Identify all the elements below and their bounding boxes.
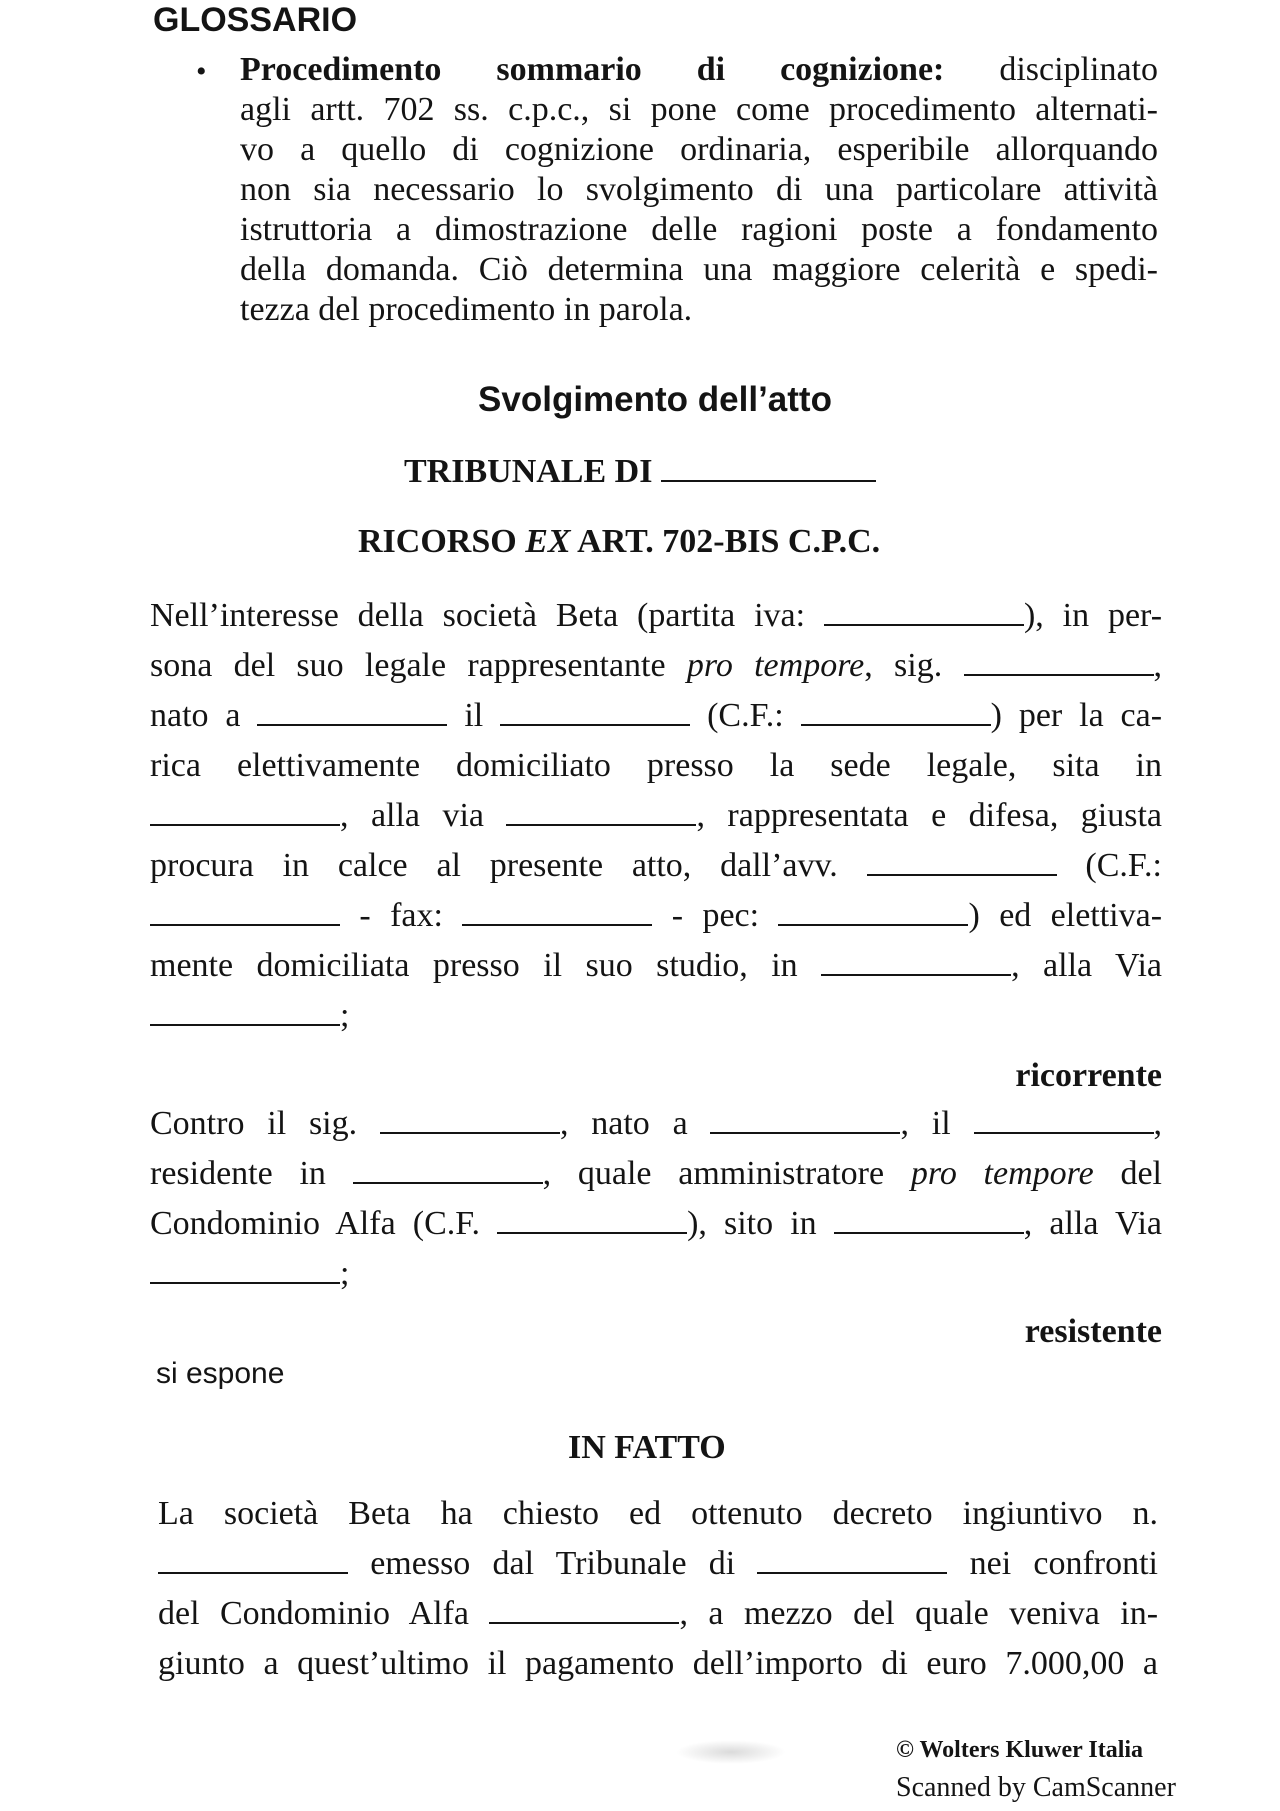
applicant-line: Nell’interesse della società Beta (partita iva: ), in per- [150,597,1163,634]
scanner-watermark: Scanned by CamScanner [896,1772,1176,1803]
facts-line: del Condominio Alfa , a mezzo del quale veniva in- [158,1595,1159,1632]
glossary-line: non sia necessario lo svolgimento di una particolare attività [240,171,1158,208]
applicant-line: mente domiciliata presso il suo studio, in , alla Via [150,947,1162,984]
copyright-notice: © Wolters Kluwer Italia [896,1737,1144,1763]
fill-blank [834,1206,1024,1234]
glossary-line: della domanda. Ciò determina una maggiore celerità e spedi- [240,251,1158,288]
respondent-line: residente in , quale amministratore pro tempore del [150,1155,1162,1192]
fill-blank [500,698,690,726]
fill-blank [824,598,1024,626]
glossary-line: Procedimento sommario di cognizione: disciplinato [240,51,1158,88]
glossary-title: GLOSSARIO [153,1,358,39]
applicant-line: ; [150,996,349,1036]
section-title: Svolgimento dell’atto [478,380,832,419]
fill-blank [821,948,1011,976]
facts-heading: IN FATTO [568,1429,726,1466]
fill-blank [757,1546,947,1574]
fill-blank [710,1106,900,1134]
respondent-line: Contro il sig. , nato a , il , [150,1105,1162,1142]
fill-blank [497,1206,687,1234]
glossary-term: Procedimento sommario di cognizione: [240,51,945,88]
fill-blank [462,898,652,926]
respondent-line: Condominio Alfa (C.F. ), sito in , alla Via [150,1205,1162,1242]
applicant-line: , alla via , rappresentata e difesa, giusta [150,796,1162,836]
glossary-line: agli artt. 702 ss. c.p.c., si pone come procedimento alternati- [240,91,1158,128]
court-heading: TRIBUNALE DI [404,452,876,492]
facts-line: La società Beta ha chiesto ed ottenuto decreto ingiuntivo n. [158,1495,1158,1532]
fill-blank [974,1106,1154,1134]
fill-blank [257,698,447,726]
fill-blank [489,1596,679,1624]
party-label-respondent: resistente [1024,1313,1162,1350]
fill-blank [158,1546,348,1574]
applicant-line: sona del suo legale rappresentante pro tempore, sig. , [150,647,1162,684]
fill-blank [778,898,968,926]
fill-blank [801,698,991,726]
facts-line: emesso dal Tribunale di nei confronti [158,1544,1158,1584]
party-label-applicant: ricorrente [1015,1057,1162,1094]
appeal-heading: RICORSO EX ART. 702-BIS C.P.C. [358,523,881,560]
fill-blank [506,798,696,826]
fill-blank [150,1256,340,1284]
fill-blank [353,1156,543,1184]
fill-blank [964,648,1154,676]
glossary-line: tezza del procedimento in parola. [240,291,693,328]
fill-blank [867,848,1057,876]
fill-blank [380,1106,560,1134]
facts-line: giunto a quest’ultimo il pagamento dell’importo di euro 7.000,00 a [158,1645,1158,1682]
respondent-line: ; [150,1254,349,1294]
bullet-icon: • [196,55,207,88]
fill-blank [150,998,340,1026]
fill-blank [150,798,340,826]
glossary-line: istruttoria a dimostrazione delle ragioni poste a fondamento [240,211,1158,248]
expose-text: si espone [156,1357,285,1390]
fill-blank [150,898,340,926]
applicant-line: - fax: - pec: ) ed elettiva- [150,896,1162,936]
applicant-line: procura in calce al presente atto, dall’avv. (C.F.: [150,847,1163,884]
scan-smudge [676,1740,786,1764]
applicant-line: rica elettivamente domiciliato presso la sede legale, sita in [150,747,1162,784]
glossary-line: vo a quello di cognizione ordinaria, esperibile allorquando [240,131,1158,168]
court-blank [661,454,876,482]
applicant-line: nato a il (C.F.: ) per la ca- [150,697,1163,734]
